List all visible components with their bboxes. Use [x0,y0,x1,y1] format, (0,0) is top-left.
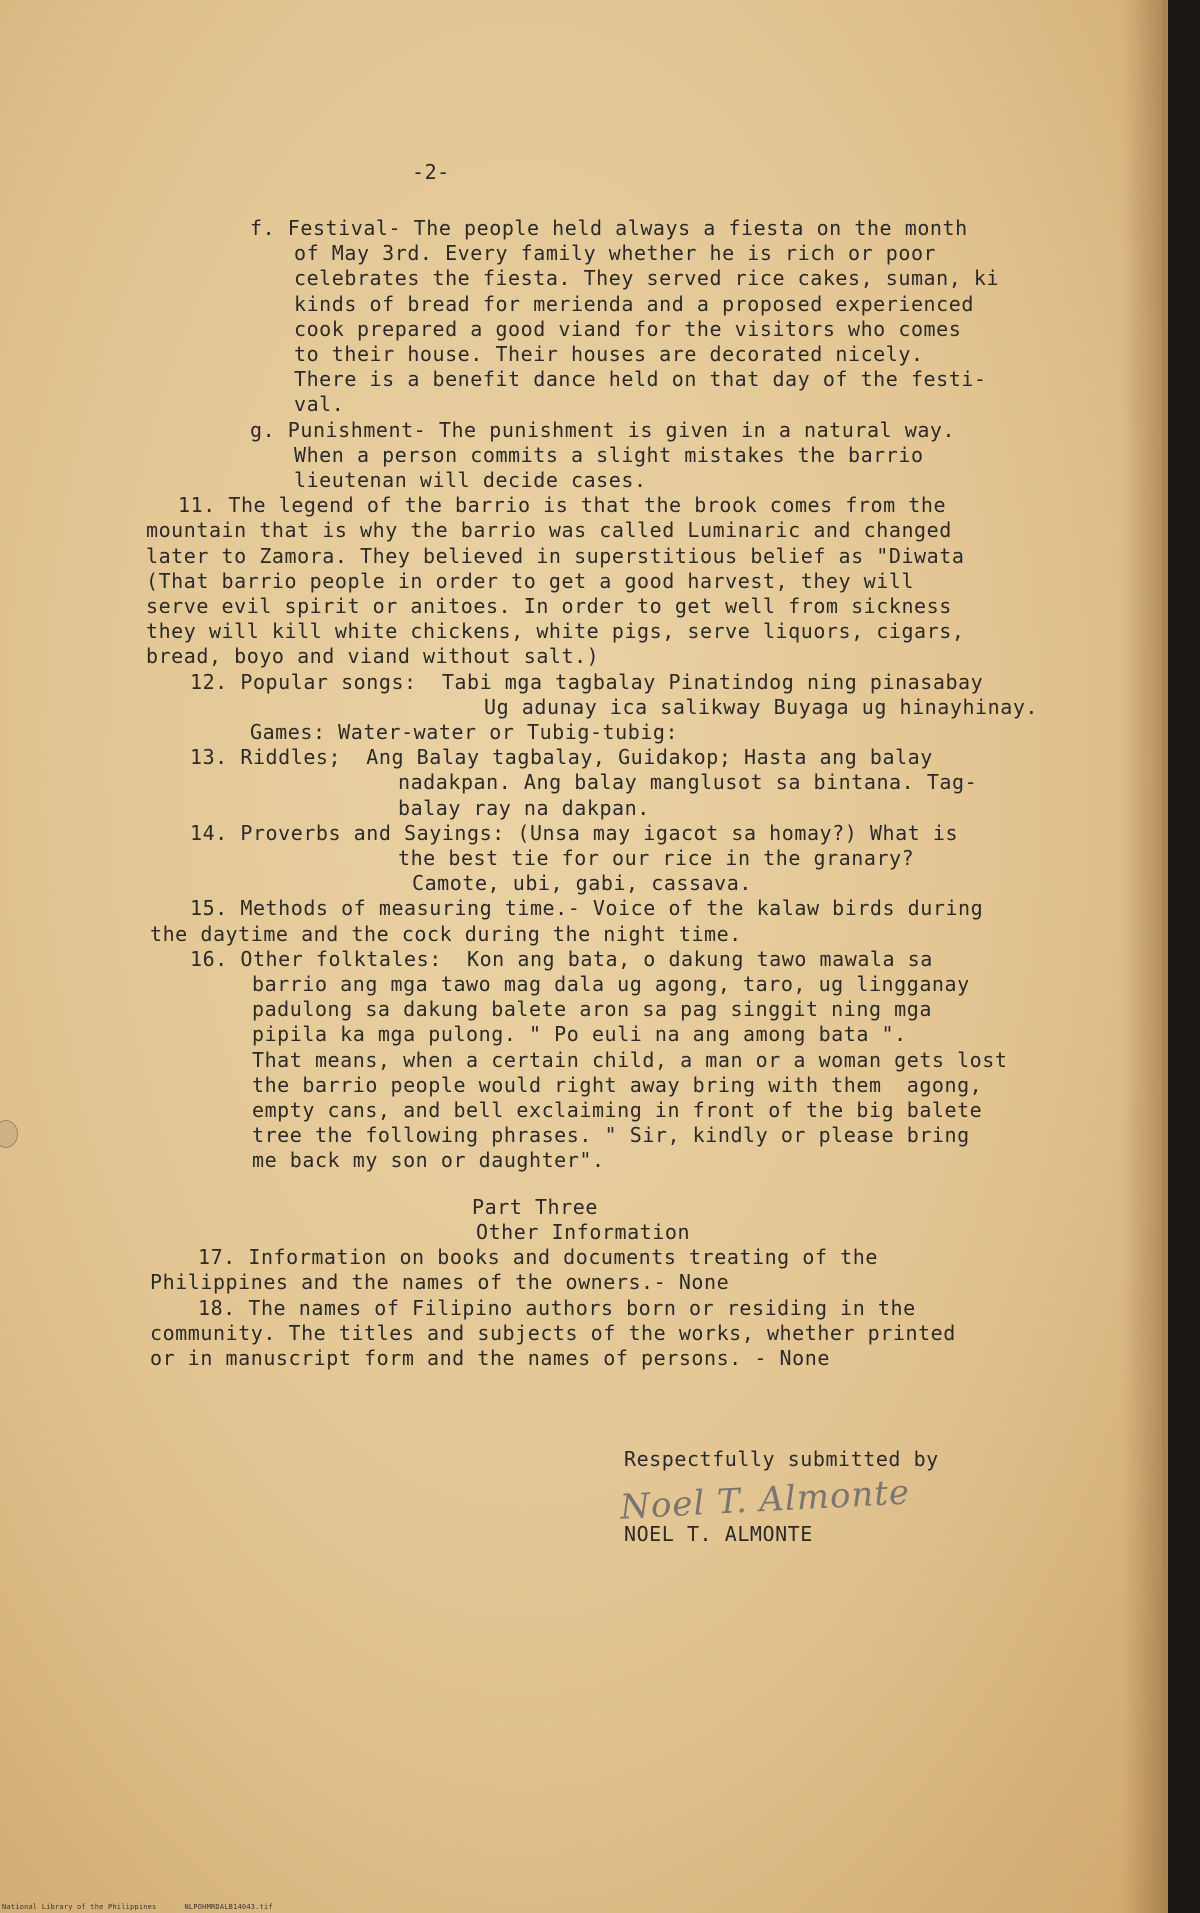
line-legend-1: 11. The legend of the barrio is that the brook comes from the [178,493,947,517]
scan-footer [2,1903,273,1911]
line-time-2: the daytime and the cock during the night time. [150,922,742,946]
line-legend-5: serve evil spirit or anitoes. In order to get well from sickness [146,594,952,618]
line-proverbs-1: 14. Proverbs and Sayings: (Unsa may igacot sa homay?) What is [190,821,959,845]
line-folktales-5: That means, when a certain child, a man or a woman gets lost [252,1048,1008,1072]
line-folktales-8: tree the following phrases. " Sir, kindly or please bring [252,1123,970,1147]
line-festival-1: f. Festival- The people held always a fiesta on the month [250,216,968,240]
line-songs-2: Ug adunay ica salikway Buyaga ug hinayhinay. [484,695,1039,719]
line-songs-1: 12. Popular songs: Tabi mga tagbalay Pinatindog ning pinasabay [190,670,984,694]
line-proverbs-3: Camote, ubi, gabi, cassava. [412,871,752,895]
line-info-17-1: 17. Information on books and documents treating of the [198,1245,878,1269]
line-festival-7: There is a benefit dance held on that day of the festi- [294,367,987,391]
line-folktales-2: barrio ang mga tawo mag dala ug agong, taro, ug lingganay [252,972,970,996]
line-proverbs-2: the best tie for our rice in the granary? [398,846,915,870]
closing-line: Respectfully submitted by [624,1447,939,1471]
line-riddles-2: nadakpan. Ang balay manglusot sa bintana. Tag- [398,770,978,794]
line-games: Games: Water-water or Tubig-tubig: [250,720,679,744]
line-legend-4: (That barrio people in order to get a good harvest, they will [146,569,915,593]
line-legend-2: mountain that is why the barrio was called Luminaric and changed [146,518,952,542]
line-festival-5: cook prepared a good viand for the visitors who comes [294,317,962,341]
line-folktales-9: me back my son or daughter". [252,1148,605,1172]
line-riddles-3: balay ray na dakpan. [398,796,650,820]
line-festival-6: to their house. Their houses are decorated nicely. [294,342,924,366]
line-festival-4: kinds of bread for merienda and a proposed experienced [294,292,974,316]
page-edge-shadow [1122,0,1162,1913]
line-folktales-6: the barrio people would right away bring with them agong, [252,1073,983,1097]
line-folktales-4: pipila ka mga pulong. " Po euli na ang among bata ". [252,1022,907,1046]
line-punishment-1: g. Punishment- The punishment is given in a natural way. [250,418,956,442]
line-legend-7: bread, boyo and viand without salt.) [146,644,600,668]
line-punishment-2: When a person commits a slight mistakes the barrio [294,443,924,467]
line-punishment-3: lieutenan will decide cases. [294,468,647,492]
footer-file-id: NLPOHMRDALB14043.tif [184,1903,273,1911]
line-info-18-2: community. The titles and subjects of the works, whether printed [150,1321,956,1345]
line-info-17-2: Philippines and the names of the owners.- None [150,1270,730,1294]
line-riddles-1: 13. Riddles; Ang Balay tagbalay, Guidakop; Hasta ang balay [190,745,933,769]
line-info-18-1: 18. The names of Filipino authors born or residing in the [198,1296,916,1320]
part-three-heading: Part Three [472,1195,598,1219]
line-festival-8: val. [294,392,345,416]
other-information-heading: Other Information [476,1220,691,1244]
line-legend-3: later to Zamora. They believed in superstitious belief as "Diwata [146,544,965,568]
line-legend-6: they will kill white chickens, white pigs, serve liquors, cigars, [146,619,965,643]
line-info-18-3: or in manuscript form and the names of persons. - None [150,1346,830,1370]
page-number: -2- [412,160,450,184]
footer-library: National Library of the Philippines [2,1903,157,1911]
line-festival-3: celebrates the fiesta. They served rice cakes, suman, ki [294,266,1000,290]
handwritten-signature: Noel T. Almonte [619,1472,911,1528]
line-festival-2: of May 3rd. Every family whether he is rich or poor [294,241,937,265]
line-folktales-3: padulong sa dakung balete aron sa pag singgit ning mga [252,997,932,1021]
line-time-1: 15. Methods of measuring time.- Voice of the kalaw birds during [190,896,984,920]
author-name: NOEL T. ALMONTE [624,1522,813,1546]
line-folktales-1: 16. Other folktales: Kon ang bata, o dakung tawo mawala sa [190,947,933,971]
line-folktales-7: empty cans, and bell exclaiming in front of the big balete [252,1098,983,1122]
